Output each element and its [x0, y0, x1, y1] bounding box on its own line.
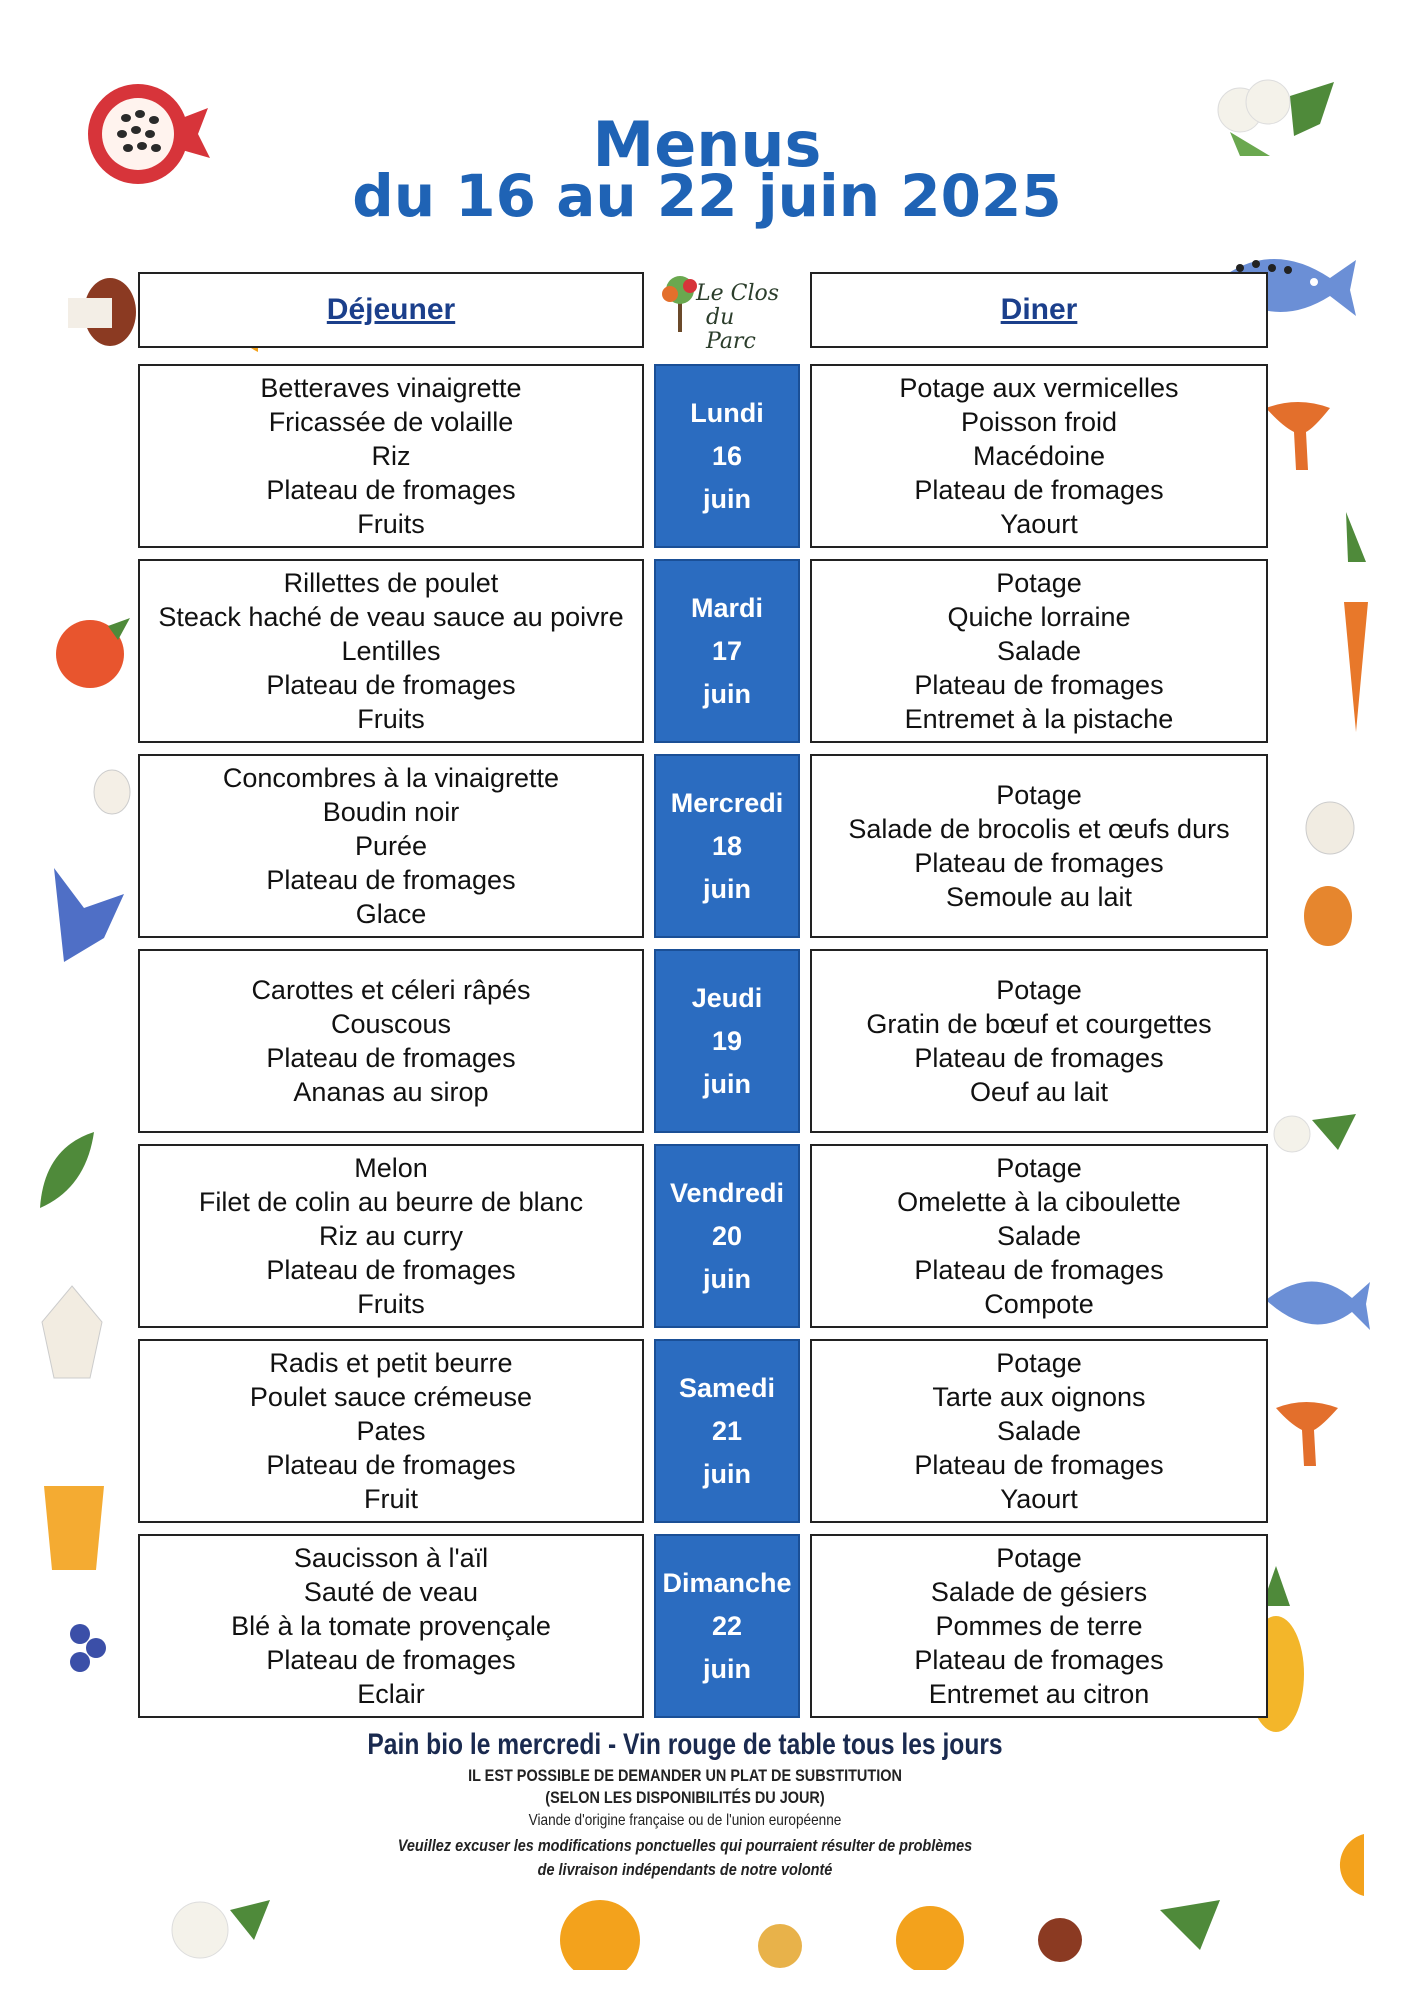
menu-item: Potage aux vermicelles — [899, 373, 1179, 403]
menu-item: Macédoine — [972, 441, 1106, 471]
menu-item: Poulet sauce crémeuse — [249, 1382, 533, 1412]
lunch-menu — [138, 1534, 644, 1718]
menu-item: Fruits — [357, 509, 425, 539]
menu-item: Plateau de fromages — [914, 1255, 1164, 1285]
lunch-header: Déjeuner — [138, 272, 644, 348]
menu-item: Plateau de fromages — [266, 1450, 516, 1480]
day-name: Vendredi — [669, 1177, 785, 1208]
menu-item: Steack haché de veau sauce au poivre — [158, 602, 624, 632]
dinner-menu — [810, 364, 1268, 548]
menu-item: Fricassée de volaille — [268, 407, 514, 437]
lunch-menu — [138, 949, 644, 1133]
menu-item: Plateau de fromages — [266, 475, 516, 505]
day-label — [654, 1534, 800, 1718]
lunch-menu — [138, 1144, 644, 1328]
menu-item: Plateau de fromages — [266, 1255, 516, 1285]
day-num: 22 — [711, 1610, 743, 1641]
menu-item: Fruits — [357, 704, 425, 734]
menu-item: Semoule au lait — [945, 882, 1133, 912]
menu-item: Plateau de fromages — [266, 1043, 516, 1073]
menu-item: Filet de colin au beurre de blanc — [198, 1187, 584, 1217]
menu-item: Ananas au sirop — [293, 1077, 489, 1107]
menu-item: Potage — [996, 568, 1082, 598]
menu-item: Lentilles — [341, 636, 441, 666]
day-month: juin — [703, 1653, 751, 1684]
menu-item: Potage — [996, 780, 1082, 810]
day-row — [0, 754, 1414, 938]
day-name: Lundi — [690, 397, 764, 428]
day-month: juin — [703, 1263, 751, 1294]
menu-item: Tarte aux oignons — [932, 1382, 1146, 1412]
day-month: juin — [703, 873, 751, 904]
day-num: 20 — [711, 1220, 743, 1251]
day-name: Mercredi — [670, 787, 784, 818]
day-label — [654, 949, 800, 1133]
day-label — [654, 1144, 800, 1328]
dinner-menu — [810, 754, 1268, 938]
day-num: 19 — [711, 1025, 743, 1056]
dinner-menu — [810, 1144, 1268, 1328]
footer-notice — [270, 1718, 1100, 1888]
menu-item: Plateau de fromages — [266, 865, 516, 895]
page-subtitle: du 16 au 22 juin 2025 — [352, 162, 1062, 230]
menu-item: Yaourt — [1000, 1484, 1078, 1514]
menu-item: Riz — [371, 441, 411, 471]
day-month: juin — [703, 678, 751, 709]
day-num: 21 — [711, 1415, 743, 1446]
menu-item: Blé à la tomate provençale — [231, 1611, 551, 1641]
menu-item: Entremet au citron — [928, 1679, 1150, 1709]
menu-item: Entremet à la pistache — [904, 704, 1174, 734]
menu-item: Saucisson à l'aïl — [293, 1543, 489, 1573]
footer-line4: Viande d'origine française ou de l'union européenne — [528, 1812, 842, 1829]
footer-line3: (SELON LES DISPONIBILITÉS DU JOUR) — [545, 1788, 825, 1807]
day-row — [0, 1339, 1414, 1523]
menu-item: Potage — [996, 1153, 1082, 1183]
logo-text-line2: du Parc — [706, 305, 756, 354]
mushroom-icon — [38, 276, 138, 356]
menu-item: Fruit — [364, 1484, 418, 1514]
menu-item: Pates — [356, 1416, 426, 1446]
menu-item: Carottes et céleri râpés — [251, 975, 531, 1005]
menu-item: Plateau de fromages — [914, 1043, 1164, 1073]
menu-item: Plateau de fromages — [266, 1645, 516, 1675]
menu-item: Salade de gésiers — [930, 1577, 1148, 1607]
menu-item: Pommes de terre — [935, 1611, 1143, 1641]
day-name: Samedi — [678, 1372, 776, 1403]
lunch-menu — [138, 559, 644, 743]
menu-item: Sauté de veau — [303, 1577, 479, 1607]
menu-item: Oeuf au lait — [969, 1077, 1109, 1107]
vegetables-bottom-icon — [160, 1890, 1240, 1970]
menu-item: Plateau de fromages — [914, 670, 1164, 700]
lunch-menu — [138, 1339, 644, 1523]
menu-item: Potage — [996, 975, 1082, 1005]
menu-item: Quiche lorraine — [947, 602, 1131, 632]
menu-item: Rillettes de poulet — [283, 568, 499, 598]
menu-item: Plateau de fromages — [914, 475, 1164, 505]
menu-item: Fruits — [357, 1289, 425, 1319]
logo — [656, 268, 790, 352]
day-num: 16 — [711, 440, 743, 471]
menu-item: Riz au curry — [318, 1221, 464, 1251]
menu-item: Salade — [996, 1416, 1082, 1446]
day-num: 18 — [711, 830, 743, 861]
menu-item: Plateau de fromages — [266, 670, 516, 700]
menu-item: Radis et petit beurre — [269, 1348, 513, 1378]
menu-item: Gratin de bœuf et courgettes — [866, 1009, 1212, 1039]
menu-item: Plateau de fromages — [914, 848, 1164, 878]
dinner-header: Diner — [810, 272, 1268, 348]
lunch-menu — [138, 754, 644, 938]
logo-text-line1: Le Clos — [696, 281, 780, 306]
menu-item: Potage — [996, 1543, 1082, 1573]
day-name: Jeudi — [691, 982, 763, 1013]
menu-item: Poisson froid — [960, 407, 1118, 437]
day-row — [0, 949, 1414, 1133]
day-month: juin — [703, 1068, 751, 1099]
day-month: juin — [703, 1458, 751, 1489]
lunch-menu — [138, 364, 644, 548]
day-num: 17 — [711, 635, 743, 666]
menu-item: Purée — [354, 831, 428, 861]
menu-item: Eclair — [357, 1679, 425, 1709]
menu-item: Plateau de fromages — [914, 1450, 1164, 1480]
menu-item: Glace — [355, 899, 427, 929]
menu-item: Plateau de fromages — [914, 1645, 1164, 1675]
footer-line1: Pain bio le mercredi - Vin rouge de table tous les jours — [367, 1728, 1003, 1761]
menu-item: Yaourt — [1000, 509, 1078, 539]
day-label — [654, 1339, 800, 1523]
day-month: juin — [703, 483, 751, 514]
day-label — [654, 364, 800, 548]
menu-item: Betteraves vinaigrette — [260, 373, 522, 403]
menu-item: Boudin noir — [322, 797, 460, 827]
menu-item: Couscous — [330, 1009, 452, 1039]
menu-item: Compote — [984, 1289, 1094, 1319]
menu-item: Salade de brocolis et œufs durs — [848, 814, 1230, 844]
day-row — [0, 364, 1414, 548]
footer-line5: Veuillez excuser les modifications ponctuelles qui pourraient résulter de problèmes — [397, 1836, 973, 1855]
orange-half-icon — [1330, 1830, 1366, 1900]
footer-line6: de livraison indépendants de notre volonté — [537, 1860, 833, 1879]
day-row — [0, 559, 1414, 743]
menu-item: Potage — [996, 1348, 1082, 1378]
menu-item: Salade — [996, 1221, 1082, 1251]
day-row — [0, 1144, 1414, 1328]
day-name: Dimanche — [662, 1567, 792, 1598]
page-title: Menus — [592, 108, 822, 181]
day-label — [654, 754, 800, 938]
day-row — [0, 1534, 1414, 1718]
dinner-menu — [810, 559, 1268, 743]
dinner-menu — [810, 1534, 1268, 1718]
day-name: Mardi — [690, 592, 763, 623]
dinner-menu — [810, 949, 1268, 1133]
day-label — [654, 559, 800, 743]
menu-item: Omelette à la ciboulette — [897, 1187, 1181, 1217]
menu-item: Salade — [996, 636, 1082, 666]
footer-line2: IL EST POSSIBLE DE DEMANDER UN PLAT DE SUBSTITUTION — [468, 1766, 902, 1785]
menu-item: Melon — [354, 1153, 428, 1183]
menu-item: Concombres à la vinaigrette — [222, 763, 560, 793]
dinner-menu — [810, 1339, 1268, 1523]
